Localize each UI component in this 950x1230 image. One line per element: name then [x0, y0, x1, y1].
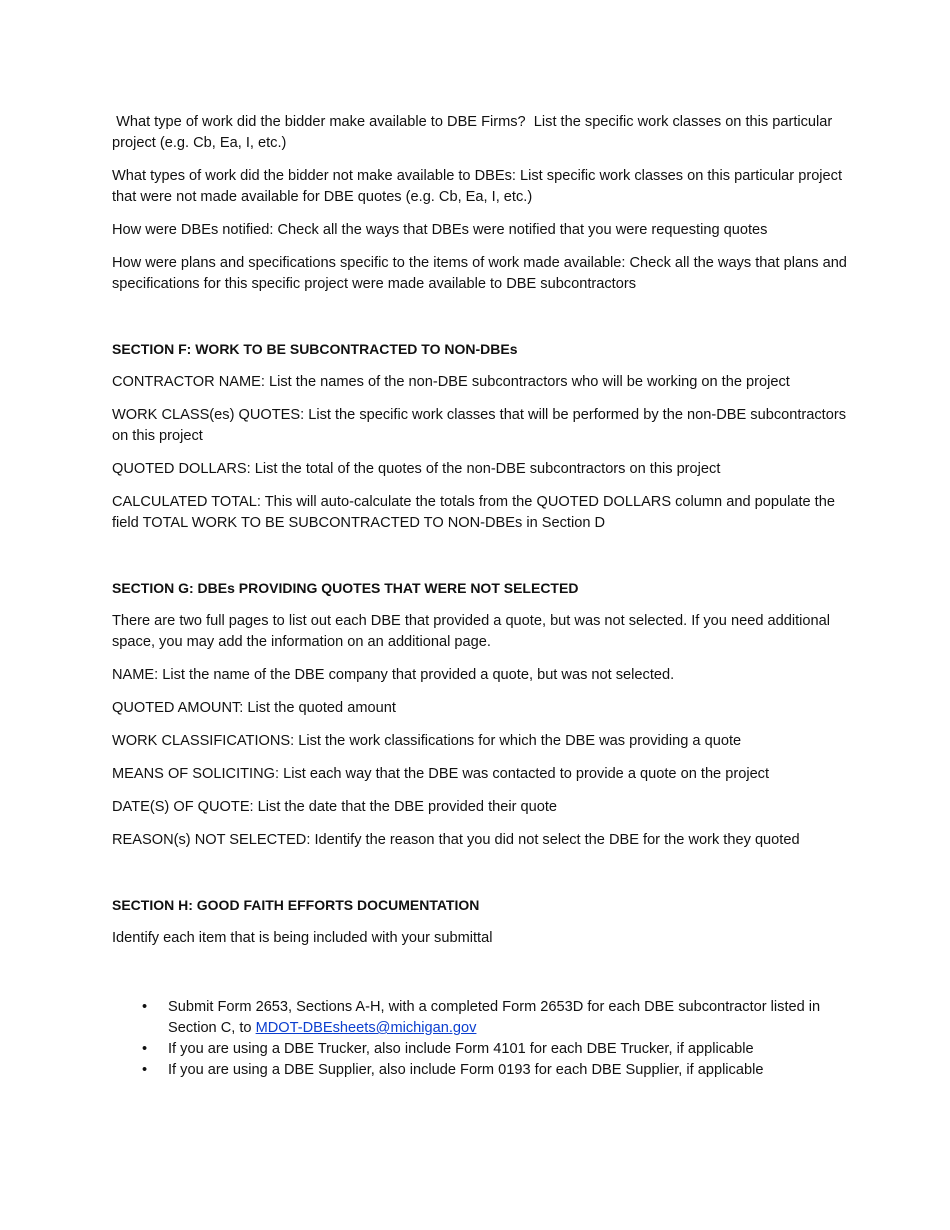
bullet-icon: • [142, 999, 148, 1015]
plans-paragraph: How were plans and specifications specific to the items of work made available: Check all the ways that plans and specifications for this specific project were made available to DBE subcontractors [112, 255, 847, 292]
bullet-3-text: If you are using a DBE Supplier, also include Form 0193 for each DBE Supplier, if applicable [168, 1062, 764, 1078]
submittal-list [112, 997, 847, 1081]
list-item [112, 1060, 847, 1081]
section-g-heading: SECTION G: DBEs PROVIDING QUOTES THAT WERE NOT SELECTED [112, 580, 579, 596]
name-paragraph: NAME: List the name of the DBE company that provided a quote, but was not selected. [112, 667, 675, 683]
bullet-icon: • [142, 1062, 148, 1078]
means-of-soliciting-paragraph: MEANS OF SOLICITING: List each way that the DBE was contacted to provide a quote on the project [112, 766, 770, 782]
document-page [112, 112, 847, 1081]
bullet-1-text: Submit Form 2653, Sections A-H, with a completed Form 2653D for each DBE subcontractor listed in Section C, to [168, 999, 821, 1036]
section-f-heading: SECTION F: WORK TO BE SUBCONTRACTED TO NON-DBEs [112, 341, 518, 357]
dates-of-quote-paragraph: DATE(S) OF QUOTE: List the date that the DBE provided their quote [112, 799, 558, 815]
bullet-2-text: If you are using a DBE Trucker, also include Form 4101 for each DBE Trucker, if applicable [168, 1041, 754, 1057]
section-g-intro: There are two full pages to list out each DBE that provided a quote, but was not selected. If you need additional space, you may add the information on an additional page. [112, 613, 830, 650]
quoted-amount-paragraph: QUOTED AMOUNT: List the quoted amount [112, 700, 396, 716]
list-item [112, 997, 847, 1039]
work-not-available-paragraph: What types of work did the bidder not make available to DBEs: List specific work classes on this particular project that were not made available for DBE quotes (e.g. Cb, Ea, I, etc.) [112, 168, 843, 205]
work-class-paragraph: WORK CLASS(es) QUOTES: List the specific work classes that will be performed by the non-DBE subcontractors on this project [112, 407, 847, 444]
work-classifications-paragraph: WORK CLASSIFICATIONS: List the work classifications for which the DBE was providing a quote [112, 733, 742, 749]
notified-paragraph: How were DBEs notified: Check all the ways that DBEs were notified that you were requesting quotes [112, 222, 768, 238]
bullet-icon: • [142, 1041, 148, 1057]
email-link[interactable]: MDOT-DBEsheets@michigan.gov [255, 1020, 477, 1036]
quoted-dollars-paragraph: QUOTED DOLLARS: List the total of the quotes of the non-DBE subcontractors on this project [112, 461, 721, 477]
section-h-intro: Identify each item that is being included with your submittal [112, 930, 493, 946]
work-available-paragraph: What type of work did the bidder make available to DBE Firms? List the specific work classes on this particular project (e.g. Cb, Ea, I, etc.) [112, 114, 837, 151]
reasons-not-selected-paragraph: REASON(s) NOT SELECTED: Identify the reason that you did not select the DBE for the work they quoted [112, 832, 800, 848]
section-h-heading: SECTION H: GOOD FAITH EFFORTS DOCUMENTATION [112, 897, 480, 913]
calculated-total-paragraph: CALCULATED TOTAL: This will auto-calculate the totals from the QUOTED DOLLARS column and populate the field TOTAL WORK TO BE SUBCONTRACTED TO NON-DBEs in Section D [112, 494, 835, 531]
list-item [112, 1039, 847, 1060]
contractor-name-paragraph: CONTRACTOR NAME: List the names of the non-DBE subcontractors who will be working on the project [112, 374, 790, 390]
